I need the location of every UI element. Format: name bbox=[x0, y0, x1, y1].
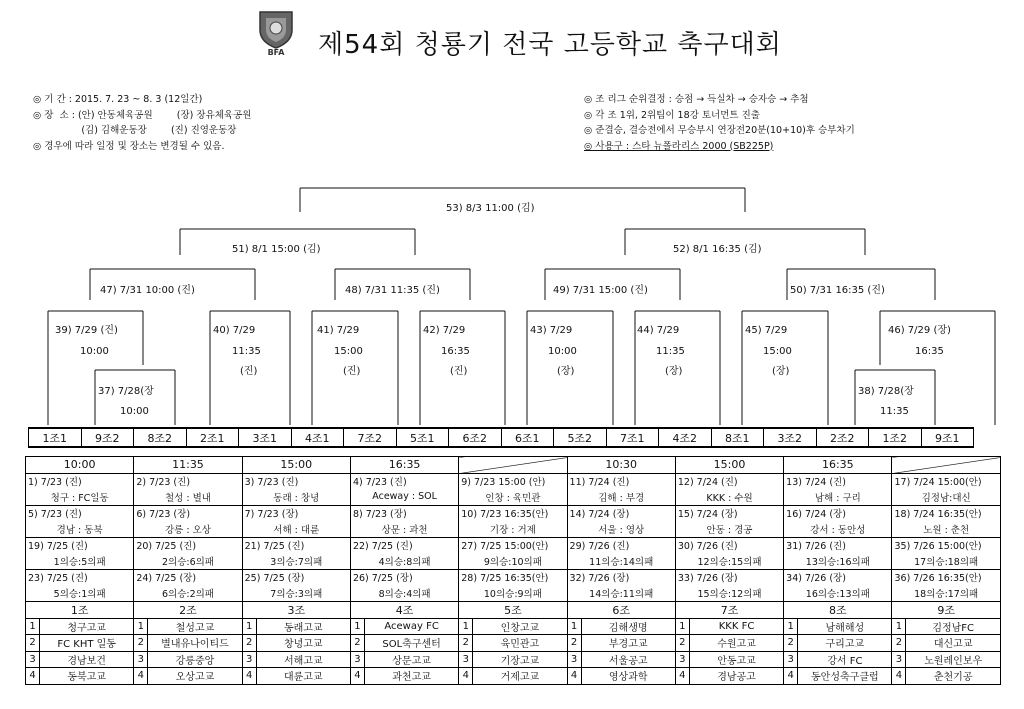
group-rank: 4 bbox=[784, 668, 798, 685]
match-teams: 강릉 : 오상 bbox=[134, 521, 242, 537]
match-teams: 청구 : FC일동 bbox=[26, 489, 134, 505]
team-name: 남해해성 bbox=[798, 618, 892, 635]
team-name: 서울공고 bbox=[581, 651, 675, 668]
match-teams: 노원 : 춘천 bbox=[892, 521, 1000, 537]
match-teams: 김해 : 부경 bbox=[567, 489, 675, 505]
group-header: 8조 bbox=[784, 601, 892, 618]
time-slot-header: 10:30 bbox=[567, 457, 675, 474]
match-39-date: 39) 7/29 (진) bbox=[55, 325, 118, 336]
group-header: 1조 bbox=[26, 601, 134, 618]
match-teams: 9의승:10의패 bbox=[459, 553, 567, 569]
match-info: 33) 7/26 (장) bbox=[675, 569, 783, 585]
group-rank: 4 bbox=[675, 668, 689, 685]
team-name: 구리고교 bbox=[798, 635, 892, 652]
team-name: 청구고교 bbox=[40, 618, 134, 635]
group-rank: 3 bbox=[459, 651, 473, 668]
group-rank: 2 bbox=[134, 635, 148, 652]
group-header: 2조 bbox=[134, 601, 242, 618]
team-name: 서해고교 bbox=[256, 651, 350, 668]
match-info: 21) 7/25 (진) bbox=[242, 537, 350, 553]
match-teams: 11의승:14의패 bbox=[567, 553, 675, 569]
match-info: 11) 7/24 (진) bbox=[567, 473, 675, 489]
match-info: 31) 7/26 (진) bbox=[784, 537, 892, 553]
team-name: 김해생명 bbox=[581, 618, 675, 635]
match-47-label: 47) 7/31 10:00 (진) bbox=[100, 285, 195, 296]
match-44-venue: (장) bbox=[665, 366, 683, 377]
match-teams: 7의승:3의패 bbox=[242, 585, 350, 601]
group-rank: 4 bbox=[350, 668, 364, 685]
group-rank: 1 bbox=[134, 618, 148, 635]
group-rank: 4 bbox=[892, 668, 906, 685]
match-info: 9) 7/23 15:00 (안) bbox=[459, 473, 567, 489]
seed-cell: 9조2 bbox=[81, 428, 134, 447]
match-44-time: 11:35 bbox=[656, 346, 685, 357]
page-title: 제54회 청룡기 전국 고등학교 축구대회 bbox=[318, 30, 782, 60]
match-45-venue: (장) bbox=[772, 366, 790, 377]
group-rank: 3 bbox=[892, 651, 906, 668]
time-slot-header: 16:35 bbox=[350, 457, 458, 474]
info-venue-1: ◎ 장 소 : (안) 안동체육공원 (장) 장유체육공원 bbox=[33, 109, 252, 121]
match-info: 34) 7/26 (장) bbox=[784, 569, 892, 585]
match-52-label: 52) 8/1 16:35 (김) bbox=[673, 244, 762, 255]
match-teams: 4의승:8의패 bbox=[350, 553, 458, 569]
seed-cell: 1조2 bbox=[869, 428, 922, 447]
group-rank: 3 bbox=[26, 651, 40, 668]
match-info: 20) 7/25 (진) bbox=[134, 537, 242, 553]
match-41-time: 15:00 bbox=[334, 346, 363, 357]
info-ranking: ◎ 조 리그 순위결정 : 승점 → 득실차 → 승자승 → 추첨 bbox=[584, 94, 809, 105]
match-teams: 3의승:7의패 bbox=[242, 553, 350, 569]
group-rank: 4 bbox=[567, 668, 581, 685]
match-info: 19) 7/25 (진) bbox=[26, 537, 134, 553]
seed-cell: 8조1 bbox=[711, 428, 764, 447]
info-extra-time: ◎ 준결승, 결승전에서 무승부시 연장전20분(10+10)후 승부차기 bbox=[584, 125, 855, 136]
team-name: SOL축구센터 bbox=[364, 635, 458, 652]
match-teams: 1의승:5의패 bbox=[26, 553, 134, 569]
team-name: 대륜고교 bbox=[256, 668, 350, 685]
team-name: 기장고교 bbox=[473, 651, 567, 668]
group-rank: 4 bbox=[26, 668, 40, 685]
match-42-venue: (진) bbox=[450, 366, 468, 377]
match-info: 14) 7/24 (장) bbox=[567, 505, 675, 521]
match-teams: 남해 : 구리 bbox=[784, 489, 892, 505]
team-name: 철성고교 bbox=[148, 618, 242, 635]
team-name: 대신고교 bbox=[906, 635, 1000, 652]
info-advance: ◎ 각 조 1위, 2위팀이 18강 토너먼트 진출 bbox=[584, 109, 760, 121]
seed-cell: 7조2 bbox=[344, 428, 397, 447]
match-51-label: 51) 8/1 15:00 (김) bbox=[232, 244, 321, 255]
team-name: 안동고교 bbox=[689, 651, 783, 668]
team-name: FC KHT 일동 bbox=[40, 635, 134, 652]
match-info: 10) 7/23 16:35(안) bbox=[459, 505, 567, 521]
team-name: 경남공고 bbox=[689, 668, 783, 685]
match-42-date: 42) 7/29 bbox=[423, 325, 466, 336]
info-ball: ◎ 사용구 : 스타 뉴폴라리스 2000 (SB225P) bbox=[584, 140, 774, 152]
seed-cell: 1조1 bbox=[29, 428, 82, 447]
match-53-label: 53) 8/3 11:00 (김) bbox=[446, 203, 535, 214]
group-rank: 1 bbox=[784, 618, 798, 635]
group-rank: 3 bbox=[350, 651, 364, 668]
group-rank: 3 bbox=[675, 651, 689, 668]
match-37-date: 37) 7/28(장 bbox=[98, 386, 154, 397]
team-name: 춘천기공 bbox=[906, 668, 1000, 685]
match-info: 5) 7/23 (진) bbox=[26, 505, 134, 521]
group-rank: 2 bbox=[26, 635, 40, 652]
time-slot-header: 15:00 bbox=[675, 457, 783, 474]
match-info: 30) 7/26 (진) bbox=[675, 537, 783, 553]
team-name: KKK FC bbox=[689, 618, 783, 635]
match-teams: 김정남:대신 bbox=[892, 489, 1000, 505]
match-39-time: 10:00 bbox=[80, 346, 109, 357]
seed-cell: 6조1 bbox=[501, 428, 554, 447]
group-rank: 1 bbox=[892, 618, 906, 635]
match-teams: 상문 : 과천 bbox=[350, 521, 458, 537]
seed-cell: 9조1 bbox=[921, 428, 974, 447]
match-teams: 강서 : 동안성 bbox=[784, 521, 892, 537]
match-teams: 10의승:9의패 bbox=[459, 585, 567, 601]
group-rank: 3 bbox=[784, 651, 798, 668]
match-43-venue: (장) bbox=[557, 366, 575, 377]
svg-text:BFA: BFA bbox=[267, 48, 285, 56]
match-teams: 서울 : 영상 bbox=[567, 521, 675, 537]
match-teams: 13의승:16의패 bbox=[784, 553, 892, 569]
match-info: 24) 7/25 (장) bbox=[134, 569, 242, 585]
group-rank: 1 bbox=[675, 618, 689, 635]
match-info: 16) 7/24 (장) bbox=[784, 505, 892, 521]
match-41-date: 41) 7/29 bbox=[317, 325, 360, 336]
match-info: 22) 7/25 (진) bbox=[350, 537, 458, 553]
match-45-time: 15:00 bbox=[763, 346, 792, 357]
match-info: 36) 7/26 16:35(안) bbox=[892, 569, 1000, 585]
match-44-date: 44) 7/29 bbox=[637, 325, 680, 336]
match-teams: 14의승:11의패 bbox=[567, 585, 675, 601]
match-info: 4) 7/23 (진) bbox=[350, 473, 458, 489]
group-rank: 2 bbox=[242, 635, 256, 652]
match-info: 1) 7/23 (진) bbox=[26, 473, 134, 489]
group-header: 9조 bbox=[892, 601, 1000, 618]
match-teams: 8의승:4의패 bbox=[350, 585, 458, 601]
match-46-date: 46) 7/29 (장) bbox=[888, 325, 951, 336]
group-header: 5조 bbox=[459, 601, 567, 618]
match-teams: 2의승:6의패 bbox=[134, 553, 242, 569]
group-rank: 2 bbox=[350, 635, 364, 652]
seed-cell: 7조1 bbox=[606, 428, 659, 447]
group-header: 6조 bbox=[567, 601, 675, 618]
match-teams: 17의승:18의패 bbox=[892, 553, 1000, 569]
team-name: 창녕고교 bbox=[256, 635, 350, 652]
team-name: 상문고교 bbox=[364, 651, 458, 668]
group-header: 3조 bbox=[242, 601, 350, 618]
group-rank: 1 bbox=[242, 618, 256, 635]
group-rank: 3 bbox=[567, 651, 581, 668]
group-rank: 4 bbox=[242, 668, 256, 685]
match-teams: 16의승:13의패 bbox=[784, 585, 892, 601]
match-46-time: 16:35 bbox=[915, 346, 944, 357]
match-40-time: 11:35 bbox=[232, 346, 261, 357]
match-50-label: 50) 7/31 16:35 (진) bbox=[790, 285, 885, 296]
team-name: Aceway FC bbox=[364, 618, 458, 635]
info-venue-2: (김) 김해운동장 (진) 진영운동장 bbox=[33, 125, 237, 136]
match-info: 29) 7/26 (진) bbox=[567, 537, 675, 553]
team-name: 경남보건 bbox=[40, 651, 134, 668]
match-info: 8) 7/23 (장) bbox=[350, 505, 458, 521]
time-slot-header: 15:00 bbox=[242, 457, 350, 474]
seed-cell: 5조1 bbox=[396, 428, 449, 447]
match-info: 12) 7/24 (진) bbox=[675, 473, 783, 489]
team-name: 동안성축구클럽 bbox=[798, 668, 892, 685]
seed-cell: 3조2 bbox=[764, 428, 817, 447]
team-name: 강서 FC bbox=[798, 651, 892, 668]
group-rank: 4 bbox=[459, 668, 473, 685]
match-teams: 인창 : 육민관 bbox=[459, 489, 567, 505]
group-rank: 3 bbox=[242, 651, 256, 668]
team-name: 동북고교 bbox=[40, 668, 134, 685]
match-info: 28) 7/25 16:35(안) bbox=[459, 569, 567, 585]
match-41-venue: (진) bbox=[343, 366, 361, 377]
team-name: 육민관고 bbox=[473, 635, 567, 652]
match-45-date: 45) 7/29 bbox=[745, 325, 788, 336]
team-name: 별내유나이티드 bbox=[148, 635, 242, 652]
match-teams: 안동 : 경공 bbox=[675, 521, 783, 537]
schedule-table bbox=[25, 456, 1001, 685]
team-name: 오상고교 bbox=[148, 668, 242, 685]
match-info: 17) 7/24 15:00(안) bbox=[892, 473, 1000, 489]
group-rank: 3 bbox=[134, 651, 148, 668]
match-teams: KKK : 수원 bbox=[675, 489, 783, 505]
match-teams: 12의승:15의패 bbox=[675, 553, 783, 569]
match-40-date: 40) 7/29 bbox=[213, 325, 256, 336]
time-slot-header: 10:00 bbox=[26, 457, 134, 474]
team-name: 김정남FC bbox=[906, 618, 1000, 635]
match-info: 7) 7/23 (장) bbox=[242, 505, 350, 521]
seed-cell: 3조1 bbox=[239, 428, 292, 447]
seed-cell: 2조2 bbox=[816, 428, 869, 447]
group-rank: 2 bbox=[567, 635, 581, 652]
match-info: 15) 7/24 (장) bbox=[675, 505, 783, 521]
match-info: 35) 7/26 15:00(안) bbox=[892, 537, 1000, 553]
match-info: 3) 7/23 (진) bbox=[242, 473, 350, 489]
match-43-date: 43) 7/29 bbox=[530, 325, 573, 336]
match-38-time: 11:35 bbox=[880, 406, 909, 417]
match-teams: Aceway : SOL bbox=[350, 489, 458, 505]
team-name: 인창고교 bbox=[473, 618, 567, 635]
match-info: 2) 7/23 (진) bbox=[134, 473, 242, 489]
match-info: 18) 7/24 16:35(안) bbox=[892, 505, 1000, 521]
group-rank: 2 bbox=[784, 635, 798, 652]
match-info: 25) 7/25 (장) bbox=[242, 569, 350, 585]
match-teams: 경남 : 동북 bbox=[26, 521, 134, 537]
time-slot-header: 16:35 bbox=[784, 457, 892, 474]
match-teams: 서해 : 대륜 bbox=[242, 521, 350, 537]
match-info: 27) 7/25 15:00(안) bbox=[459, 537, 567, 553]
match-teams: 철성 : 별내 bbox=[134, 489, 242, 505]
match-info: 32) 7/26 (장) bbox=[567, 569, 675, 585]
time-slot-header bbox=[892, 457, 1000, 474]
group-rank: 1 bbox=[350, 618, 364, 635]
group-rank: 1 bbox=[567, 618, 581, 635]
seed-cell: 5조2 bbox=[554, 428, 607, 447]
match-info: 26) 7/25 (장) bbox=[350, 569, 458, 585]
match-teams: 18의승:17의패 bbox=[892, 585, 1000, 601]
match-37-time: 10:00 bbox=[120, 406, 149, 417]
match-teams: 15의승:12의패 bbox=[675, 585, 783, 601]
match-teams: 기장 : 거제 bbox=[459, 521, 567, 537]
seed-cell: 6조2 bbox=[449, 428, 502, 447]
group-rank: 1 bbox=[26, 618, 40, 635]
seed-cell: 8조2 bbox=[134, 428, 187, 447]
seed-cell: 4조2 bbox=[659, 428, 712, 447]
match-teams: 6의승:2의패 bbox=[134, 585, 242, 601]
team-name: 거제고교 bbox=[473, 668, 567, 685]
team-name: 부경고교 bbox=[581, 635, 675, 652]
team-name: 과천고교 bbox=[364, 668, 458, 685]
match-info: 13) 7/24 (진) bbox=[784, 473, 892, 489]
time-slot-header: 11:35 bbox=[134, 457, 242, 474]
group-header: 4조 bbox=[350, 601, 458, 618]
match-49-label: 49) 7/31 15:00 (진) bbox=[553, 285, 648, 296]
team-name: 영상과학 bbox=[581, 668, 675, 685]
match-teams: 동래 : 창녕 bbox=[242, 489, 350, 505]
group-rank: 4 bbox=[134, 668, 148, 685]
seed-cell: 4조1 bbox=[291, 428, 344, 447]
group-header: 7조 bbox=[675, 601, 783, 618]
match-info: 23) 7/25 (진) bbox=[26, 569, 134, 585]
group-rank: 1 bbox=[459, 618, 473, 635]
match-info: 6) 7/23 (장) bbox=[134, 505, 242, 521]
info-period: ◎ 기 간 : 2015. 7. 23 ~ 8. 3 (12일간) bbox=[33, 94, 203, 105]
bracket-seeds bbox=[28, 427, 974, 448]
team-name: 동래고교 bbox=[256, 618, 350, 635]
team-name: 노원레인보우 bbox=[906, 651, 1000, 668]
info-notice: ◎ 경우에 따라 일정 및 장소는 변경될 수 있음. bbox=[33, 140, 225, 152]
match-teams: 5의승:1의패 bbox=[26, 585, 134, 601]
match-38-date: 38) 7/28(장 bbox=[858, 386, 914, 397]
group-rank: 2 bbox=[675, 635, 689, 652]
team-name: 강릉중앙 bbox=[148, 651, 242, 668]
time-slot-header bbox=[459, 457, 567, 474]
match-40-venue: (진) bbox=[240, 366, 258, 377]
seed-cell: 2조1 bbox=[186, 428, 239, 447]
group-rank: 2 bbox=[892, 635, 906, 652]
match-48-label: 48) 7/31 11:35 (진) bbox=[345, 285, 440, 296]
team-name: 수원고교 bbox=[689, 635, 783, 652]
match-42-time: 16:35 bbox=[441, 346, 470, 357]
match-43-time: 10:00 bbox=[548, 346, 577, 357]
group-rank: 2 bbox=[459, 635, 473, 652]
